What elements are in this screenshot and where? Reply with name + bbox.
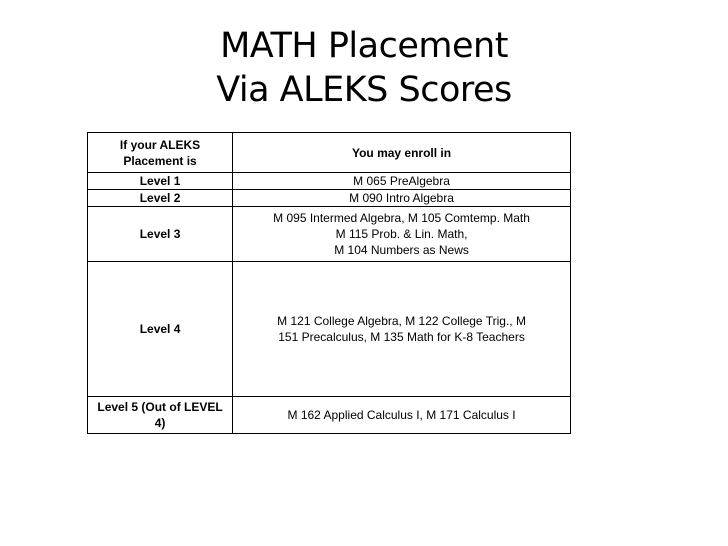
placement-table: [87, 132, 571, 434]
header-aleks-placement: If your ALEKS Placement is: [88, 133, 233, 173]
table-header-row: [88, 133, 571, 173]
courses-cell: [233, 190, 571, 207]
courses-cell: [233, 397, 571, 434]
page-title: [0, 24, 728, 112]
title-line-2: Via ALEKS Scores: [216, 70, 512, 110]
course-line: M 095 Intermed Algebra, M 105 Comtemp. Math: [273, 211, 530, 225]
course-line: M 162 Applied Calculus I, M 171 Calculus I: [287, 408, 516, 422]
course-line: M 090 Intro Algebra: [349, 191, 454, 205]
course-line: 151 Precalculus, M 135 Math for K-8 Teachers: [278, 330, 525, 344]
level-cell: Level 3: [88, 207, 233, 262]
header-enroll-in: You may enroll in: [233, 133, 571, 173]
table-row: [88, 190, 571, 207]
level-cell: Level 1: [88, 173, 233, 190]
courses-cell: [233, 207, 571, 262]
course-line: M 104 Numbers as News: [334, 243, 469, 257]
course-line: M 121 College Algebra, M 122 College Trig., M: [277, 314, 526, 328]
course-line: M 065 PreAlgebra: [353, 174, 450, 188]
table-row: [88, 207, 571, 262]
level-cell: Level 4: [88, 262, 233, 397]
table-row: [88, 173, 571, 190]
level-cell: Level 5 (Out of LEVEL 4): [88, 397, 233, 434]
table-row: [88, 262, 571, 397]
course-line: M 115 Prob. & Lin. Math,: [335, 227, 468, 241]
table-row: [88, 397, 571, 434]
title-line-1: MATH Placement: [220, 26, 508, 66]
courses-cell: [233, 262, 571, 397]
level-cell: Level 2: [88, 190, 233, 207]
courses-cell: [233, 173, 571, 190]
